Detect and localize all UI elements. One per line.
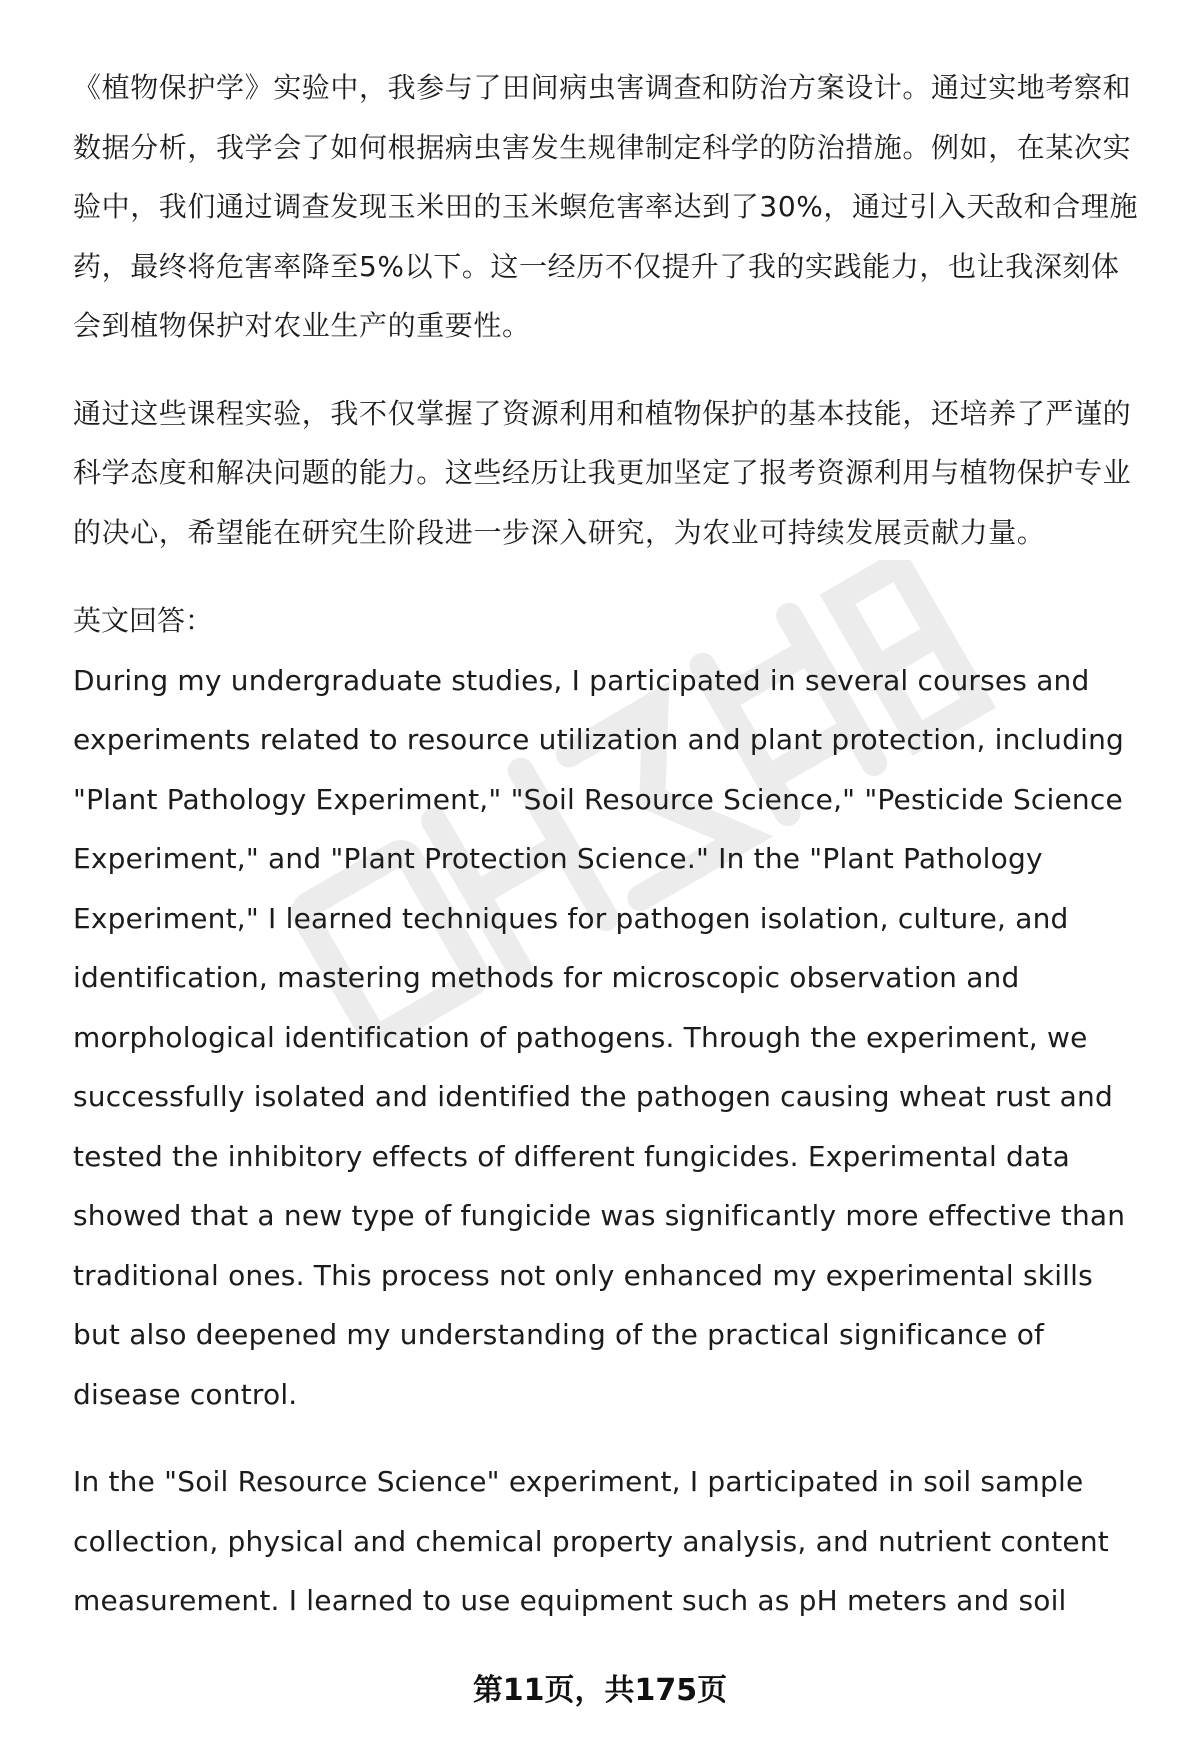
page-number-footer: 第11页，共175页	[472, 1673, 728, 1708]
paragraph-zh-1: 《植物保护学》实验中，我参与了田间病虫害调查和防治方案设计。通过实地考察和数据分析，我学会了如何根据病虫害发生规律制定科学的防治措施。例如，在某次实验中，我们通过调查发现玉米田的玉米螟危害率达到了30%，通过引入天敌和合理施药，最终将危害率降至5%以下。这一经历不仅提升了我的实践能力，也让我深刻体会到植物保护对农业生产的重要性。	[73, 71, 1139, 342]
english-answer-label: 英文回答：	[73, 604, 214, 637]
paragraph-zh-2: 通过这些课程实验，我不仅掌握了资源利用和植物保护的基本技能，还培养了严谨的科学态度和解决问题的能力。这些经历让我更加坚定了报考资源利用与植物保护专业的决心，希望能在研究生阶段进一步深入研究，为农业可持续发展贡献力量。	[73, 396, 1132, 549]
paragraph-en-2: In the "Soil Resource Science" experiment, I participated in soil sample collection, physical and chemical property analysis, and nutrient content measurement. I learned to use equipment such as pH meters and soil	[73, 1465, 1109, 1617]
paragraph-en-1: During my undergraduate studies, I participated in several courses and experiments related to resource utilization and plant protection, including "Plant Pathology Experiment," "Soil Resource Science," "Pesticide Science Experiment," and "Plant Protection Science." In the "Plant Pathology Experiment," I learned techniques for pathogen isolation, culture, and identification, mastering methods for microscopic observation and morphological identification of pathogens. Through the experiment, we successfully isolated and identified the pathogen causing wheat rust and tested the inhibitory effects of different fungicides. Experimental data showed that a new type of fungicide was significantly more effective than traditional ones. This process not only enhanced my experimental skills but also deepened my understanding of the practical significance of disease control.	[73, 663, 1126, 1411]
document-body	[73, 58, 1143, 1631]
